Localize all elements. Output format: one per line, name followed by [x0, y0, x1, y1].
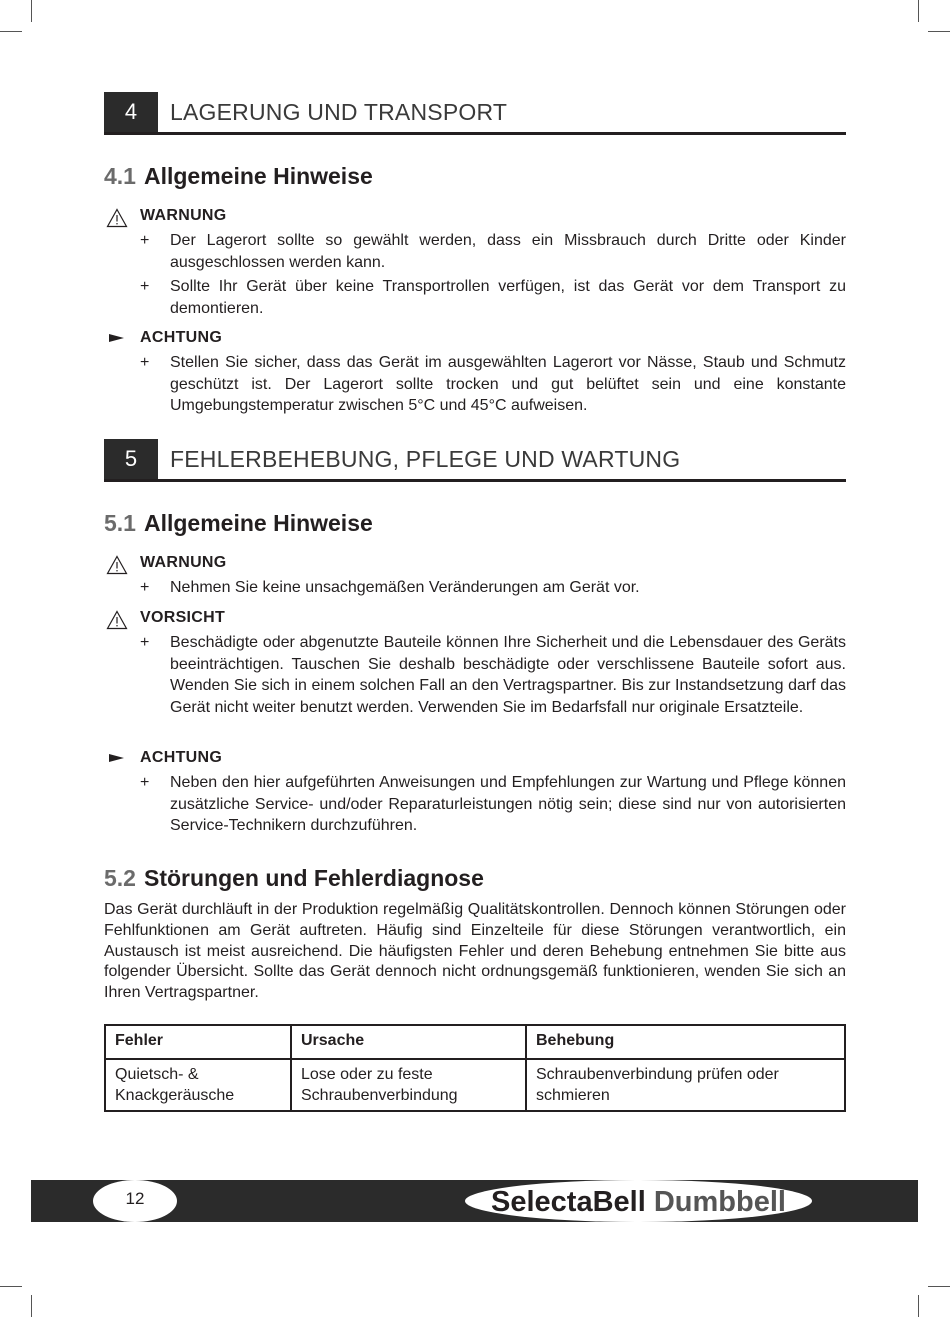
list-item: + Der Lagerort sollte so gewählt werden, dass ein Missbrauch durch Dritte oder Kinder ausgeschlossen werden kann.: [140, 232, 846, 271]
section-number: 5.1: [104, 510, 136, 536]
notice-label: VORSICHT: [140, 609, 226, 626]
brand-name: SelectaBell: [491, 1186, 646, 1218]
notice-label: ACHTUNG: [140, 749, 223, 766]
chapter-4-header: [104, 92, 846, 135]
chapter-title: FEHLERBEHEBUNG, PFLEGE UND WARTUNG: [170, 446, 681, 472]
flag-arrow-icon: [106, 330, 128, 350]
chapter-number: 4: [104, 92, 158, 132]
table-cell: Quietsch- & Knackgeräusche: [105, 1059, 291, 1111]
warning-triangle-icon: [106, 208, 128, 228]
notice-label: WARNUNG: [140, 554, 227, 571]
list-item: + Nehmen Sie keine unsachgemäßen Veränderungen am Gerät vor.: [104, 577, 846, 599]
crop-mark: [31, 0, 32, 22]
plus-bullet-icon: +: [140, 278, 150, 295]
column-header: Behebung: [526, 1025, 845, 1059]
flag-arrow-icon: [106, 750, 128, 770]
table-header-row: [105, 1025, 845, 1059]
warning-triangle-icon: [106, 555, 128, 575]
attention-notice: [104, 329, 846, 420]
brand-product: Dumbbell: [653, 1186, 786, 1218]
crop-mark: [0, 1286, 22, 1287]
warning-triangle-icon: [106, 610, 128, 630]
table-cell: Lose oder zu feste Schraubenverbindung: [291, 1059, 526, 1111]
section-title: Allgemeine Hinweise: [143, 510, 373, 536]
list-item: + Sollte Ihr Gerät über keine Transportrollen verfügen, ist das Gerät vor dem Transport zu demontieren.: [140, 278, 846, 317]
crop-mark: [928, 31, 950, 32]
crop-mark: [0, 31, 22, 32]
list-item: + Beschädigte oder abgenutzte Bauteile können Ihre Sicherheit und die Lebensdauer des Geräts beeinträchtigen. Tauschen Sie deshalb beschädigte oder verschlissene Bauteile sofort aus. Wenden Sie sich in einem solchen Fall an den Vertragspartner. Bis zur Instandsetzung darf das Gerät nicht weiter benutzt werden. Verwenden Sie im Bedarfsfall nur originale Ersatzteile.: [140, 634, 846, 716]
plus-bullet-icon: +: [140, 579, 150, 596]
table-row: [105, 1059, 845, 1111]
section-4-1-heading: [104, 163, 373, 190]
list-item: + Stellen Sie sicher, dass das Gerät im ausgewählten Lagerort vor Nässe, Staub und Schmutz geschützt ist. Der Lagerort sollte trocken und gut belüftet sein und eine konstante Umgebungstemperatur zwischen 5°C und 45°C aufweisen.: [140, 354, 846, 414]
notice-label: ACHTUNG: [140, 329, 223, 346]
warning-notice: [104, 207, 846, 322]
section-5-2-heading: [104, 865, 484, 892]
chapter-number: 5: [104, 439, 158, 479]
crop-mark: [918, 0, 919, 22]
crop-mark: [928, 1286, 950, 1287]
list-item: + Neben den hier aufgeführten Anweisungen und Empfehlungen zur Wartung und Pflege können zusätzliche Service- und/oder Reparaturleistungen nötig sein; diese sind nur von autorisierten Service-Technikern durchzuführen.: [140, 774, 846, 834]
attention-notice: [104, 749, 846, 840]
page-number: 12: [93, 1180, 177, 1222]
section-number: 4.1: [104, 163, 136, 189]
plus-bullet-icon: +: [140, 354, 150, 371]
chapter-title: LAGERUNG UND TRANSPORT: [170, 99, 508, 125]
chapter-5-header: [104, 439, 846, 482]
caution-notice: [104, 609, 846, 721]
column-header: Fehler: [105, 1025, 291, 1059]
plus-bullet-icon: +: [140, 634, 150, 651]
body-paragraph: Das Gerät durchläuft in der Produktion regelmäßig Qualitätskontrollen. Dennoch können Störungen oder Fehlfunktionen am Gerät auftreten. Häufig sind Einzelteile für diese Störungen verantwortlich, ein Austausch ist meist ausreichend. Die häufigsten Fehler und deren Behebung entnehmen Sie bitte aus folgender Übersicht. Sollte das Gerät dennoch nicht ordnungsgemäß funktionieren, wenden Sie sich an Ihren Vertragspartner.: [104, 901, 846, 1002]
section-5-1-heading: [104, 510, 373, 537]
section-title: Störungen und Fehlerdiagnose: [143, 865, 484, 891]
crop-mark: [31, 1295, 32, 1317]
section-title: Allgemeine Hinweise: [143, 163, 373, 189]
crop-mark: [918, 1295, 919, 1317]
table-cell: Schraubenverbindung prüfen oder schmieren: [526, 1059, 845, 1111]
brand-logo: [465, 1180, 812, 1222]
plus-bullet-icon: +: [140, 774, 150, 791]
troubleshooting-table: [104, 1024, 846, 1112]
section-number: 5.2: [104, 865, 136, 891]
plus-bullet-icon: +: [140, 232, 150, 249]
column-header: Ursache: [291, 1025, 526, 1059]
warning-notice: [104, 554, 846, 602]
notice-label: WARNUNG: [140, 207, 227, 224]
